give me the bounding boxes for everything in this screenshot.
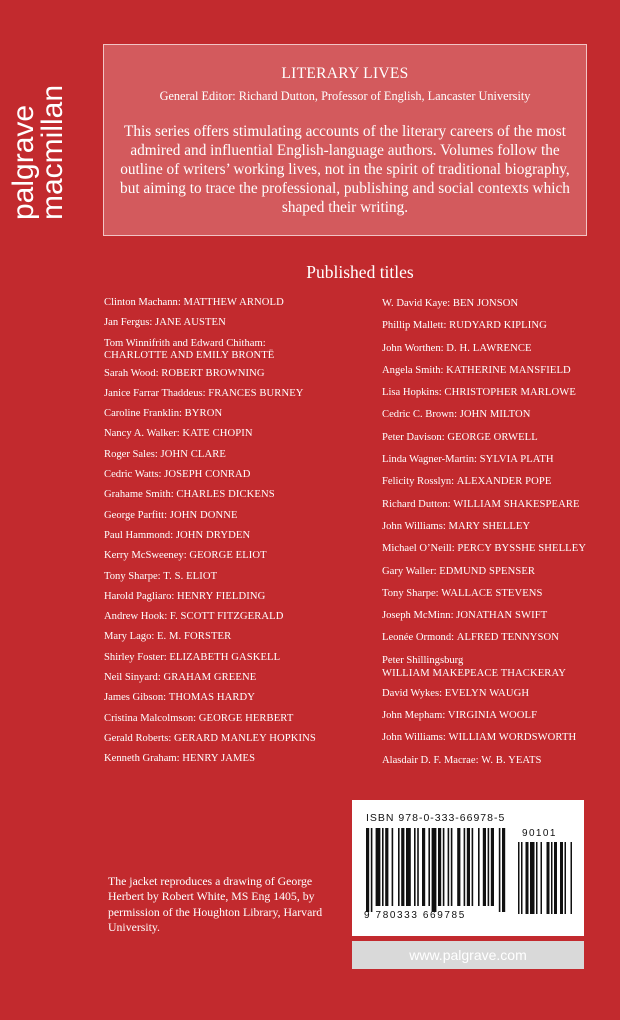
title-author: Jan Fergus: <box>104 317 153 329</box>
title-subject: KATE CHOPIN <box>182 428 253 440</box>
title-author: Clinton Machann: <box>104 297 181 308</box>
title-subject: GEORGE HERBERT <box>198 712 294 724</box>
title-subject: D. H. LAWRENCE <box>446 342 532 354</box>
barcode-bar <box>428 828 430 906</box>
title-author: Cristina Malcolmson: <box>104 712 197 724</box>
publisher-name-macmillan: macmillan <box>36 84 69 220</box>
barcode-bar <box>565 842 567 914</box>
barcode-bar <box>366 828 369 912</box>
title-subject: MATTHEW ARNOLD <box>183 297 284 308</box>
title-subject: VIRGINIA WOOLF <box>447 710 538 722</box>
title-entry <box>382 632 612 654</box>
title-author: Gary Waller: <box>382 565 437 577</box>
title-subject: HENRY JAMES <box>182 753 256 765</box>
title-entry <box>382 387 612 409</box>
title-subject: JANE AUSTEN <box>155 317 226 329</box>
barcode-bar <box>472 828 474 906</box>
title-subject: WILLIAM MAKEPEACE THACKERAY <box>382 667 566 679</box>
title-author: Caroline Franklin: <box>104 408 182 420</box>
title-entry <box>104 297 359 317</box>
title-subject: CHRISTOPHER MARLOWE <box>444 387 576 399</box>
barcode-bar <box>464 828 466 906</box>
title-entry <box>382 432 612 454</box>
title-entry <box>104 317 359 337</box>
title-entry <box>382 343 612 365</box>
title-author: Roger Sales: <box>104 448 158 460</box>
title-entry <box>104 510 359 530</box>
publisher-logo <box>2 36 82 220</box>
title-entry <box>382 409 612 431</box>
title-subject: CHARLOTTE AND EMILY BRONTË <box>104 350 275 362</box>
titles-list-left <box>104 297 359 774</box>
title-entry <box>382 365 612 387</box>
title-entry <box>382 454 612 476</box>
website-url: www.palgrave.com <box>352 941 584 969</box>
barcode-bar <box>491 828 494 906</box>
barcode-bar <box>392 828 394 906</box>
title-subject: EDMUND SPENSER <box>439 565 536 577</box>
title-entry <box>104 338 359 368</box>
barcode-bar <box>432 828 437 912</box>
title-subject: JOHN CLARE <box>160 448 226 460</box>
title-author: Richard Dutton: <box>382 498 451 510</box>
series-editor: General Editor: Richard Dutton, Professor of English, Lancaster University <box>159 89 531 103</box>
barcode-bar <box>518 842 520 914</box>
title-subject: GERARD MANLEY HOPKINS <box>174 732 316 744</box>
title-entry <box>104 550 359 570</box>
title-entry <box>104 753 359 773</box>
isbn-label: ISBN 978-0-333-66978-5 <box>366 812 506 824</box>
title-subject: WILLIAM WORDSWORTH <box>448 732 577 744</box>
title-subject: BYRON <box>184 408 223 420</box>
title-subject: GRAHAM GREENE <box>163 672 257 684</box>
barcode-bar <box>457 828 460 906</box>
barcode-bar <box>422 828 425 906</box>
title-subject: ROBERT BROWNING <box>161 367 265 379</box>
title-subject: JOHN DONNE <box>169 509 238 521</box>
title-author: Mary Lago: <box>104 631 155 643</box>
publisher-name-palgrave: palgrave <box>7 104 40 220</box>
title-author: Phillip Mallett: <box>382 320 447 332</box>
title-author: Linda Wagner-Martin: <box>382 454 477 466</box>
title-author: David Wykes: <box>382 687 443 699</box>
title-author: John Williams: <box>382 520 446 532</box>
title-author: Tony Sharpe: <box>382 587 439 599</box>
title-entry <box>104 631 359 651</box>
title-author: John Williams: <box>382 732 446 744</box>
title-subject: THOMAS HARDY <box>168 692 255 704</box>
series-description: This series offers stimulating accounts of the literary careers of the most admired and influential English-language authors. Volumes follow the outline of writers’ working lives, not in the spirit of traditional biography, but aiming to trace the professional, publishing and social contexts which shaped their writing. <box>120 123 570 216</box>
title-author: Cedric C. Brown: <box>382 409 458 421</box>
title-author: Gerald Roberts: <box>104 732 172 744</box>
title-subject: GEORGE ELIOT <box>189 550 267 562</box>
barcode-bar <box>483 828 486 906</box>
title-subject: RUDYARD KIPLING <box>449 320 547 332</box>
barcode-bar <box>438 828 441 906</box>
title-author: Neil Sinyard: <box>104 672 161 684</box>
barcode-bar <box>414 828 416 906</box>
title-subject: ALFRED TENNYSON <box>456 632 559 644</box>
title-entry <box>104 449 359 469</box>
title-author: John Mepham: <box>382 710 446 722</box>
title-subject: WILLIAM SHAKESPEARE <box>453 498 580 510</box>
barcode-main-digits: 9 780333 669785 <box>364 910 466 921</box>
title-author: Angela Smith: <box>382 364 444 376</box>
title-entry <box>382 476 612 498</box>
title-entry <box>382 588 612 610</box>
title-author: Sarah Wood: <box>104 367 159 379</box>
title-author: Harold Pagliaro: <box>104 590 175 602</box>
isbn-barcode <box>352 800 584 936</box>
barcode-bar <box>502 828 505 912</box>
title-entry <box>104 368 359 388</box>
title-author: Kerry McSweeney: <box>104 550 187 562</box>
barcode-bar <box>448 828 450 906</box>
title-author: Grahame Smith: <box>104 489 174 501</box>
title-author: Joseph McMinn: <box>382 610 454 622</box>
title-entry <box>104 652 359 672</box>
title-author: Kenneth Graham: <box>104 753 180 765</box>
title-subject: PERCY BYSSHE SHELLEY <box>457 543 587 555</box>
title-author: Lisa Hopkins: <box>382 387 442 399</box>
title-author: Nancy A. Walker: <box>104 428 180 440</box>
title-entry <box>382 566 612 588</box>
title-author: Cedric Watts: <box>104 469 162 481</box>
series-box <box>103 44 587 236</box>
barcode-bar <box>536 842 538 914</box>
title-entry <box>104 428 359 448</box>
title-subject: W. B. YEATS <box>481 754 542 766</box>
barcode-bar <box>499 828 501 912</box>
title-author: Felicity Rosslyn: <box>382 476 455 488</box>
title-author: Michael O’Neill: <box>382 543 455 555</box>
barcode-bar <box>478 828 480 906</box>
barcode-bar <box>554 842 557 914</box>
title-entry <box>382 320 612 342</box>
title-author: Andrew Hook: <box>104 611 168 623</box>
title-subject: JOSEPH CONRAD <box>164 469 251 481</box>
barcode-bar <box>560 842 563 914</box>
title-entry <box>382 755 612 777</box>
title-author: Paul Hammond: <box>104 529 174 541</box>
title-author: James Gibson: <box>104 692 167 704</box>
title-entry <box>104 469 359 489</box>
barcode-bar <box>526 842 529 914</box>
title-subject: KATHERINE MANSFIELD <box>446 364 571 376</box>
published-titles-heading: Published titles <box>306 262 414 282</box>
barcode-bar <box>376 828 381 906</box>
title-entry <box>104 530 359 550</box>
title-subject: GEORGE ORWELL <box>447 431 538 443</box>
title-entry <box>104 571 359 591</box>
barcode-bar <box>521 842 523 914</box>
title-entry <box>382 543 612 565</box>
barcode-bar <box>541 842 543 914</box>
title-author: Janice Farrar Thaddeus: <box>104 387 206 399</box>
title-subject: MARY SHELLEY <box>448 520 531 532</box>
title-author: Alasdair D. F. Macrae: <box>382 754 479 766</box>
title-author: John Worthen: <box>382 342 444 354</box>
barcode-bar <box>398 828 400 906</box>
title-subject: JOHN DRYDEN <box>175 529 251 541</box>
title-subject: WALLACE STEVENS <box>441 587 543 599</box>
title-entry <box>382 610 612 632</box>
title-subject: JONATHAN SWIFT <box>456 610 548 622</box>
series-title: LITERARY LIVES <box>281 65 409 82</box>
jacket-credit-note: The jacket reproduces a drawing of George Herbert by Robert White, MS Eng 1405, by permission of the Houghton Library, Harvard University. <box>108 874 323 934</box>
title-subject: JOHN MILTON <box>459 409 531 421</box>
title-subject: EVELYN WAUGH <box>444 687 530 699</box>
barcode-bar <box>385 828 388 906</box>
title-entry <box>382 298 612 320</box>
barcode-bar <box>571 842 573 914</box>
title-entry <box>104 733 359 753</box>
barcode-bar <box>382 828 384 906</box>
title-entry <box>382 710 612 732</box>
title-subject: CHARLES DICKENS <box>176 489 275 501</box>
title-entry <box>104 692 359 712</box>
title-subject: E. M. FORSTER <box>156 631 232 643</box>
title-subject: BEN JONSON <box>452 298 519 309</box>
publisher-logo-text <box>2 36 82 220</box>
title-entry <box>104 672 359 692</box>
titles-list-right <box>382 298 612 777</box>
barcode-bar <box>547 842 550 914</box>
barcode-bar <box>443 828 445 906</box>
title-entry <box>104 611 359 631</box>
barcode-bar <box>417 828 419 906</box>
title-author: George Parfitt: <box>104 509 168 521</box>
title-author: Peter Shillingsburg <box>382 654 464 666</box>
title-subject: HENRY FIELDING <box>176 590 266 602</box>
barcode-bar <box>401 828 404 906</box>
title-author: Leonée Ormond: <box>382 632 455 644</box>
title-author: Peter Davison: <box>382 431 445 443</box>
title-entry <box>104 388 359 408</box>
title-entry <box>104 408 359 428</box>
title-subject: FRANCES BURNEY <box>208 387 304 399</box>
title-author: Shirley Foster: <box>104 651 167 663</box>
title-subject: ELIZABETH GASKELL <box>169 651 281 663</box>
barcode-addon-digits: 90101 <box>522 828 557 839</box>
title-entry <box>382 688 612 710</box>
barcode-bar <box>467 828 470 906</box>
title-entry <box>382 732 612 754</box>
title-subject: ALEXANDER POPE <box>456 476 552 488</box>
barcode-bar <box>488 828 490 906</box>
title-entry <box>104 489 359 509</box>
title-author: Tom Winnifrith and Edward Chitham: <box>104 337 266 349</box>
barcode-bar <box>406 828 411 906</box>
title-entry <box>382 499 612 521</box>
title-subject: T. S. ELIOT <box>163 570 218 582</box>
title-entry <box>104 591 359 611</box>
barcode-bar <box>530 842 535 914</box>
title-entry <box>104 713 359 733</box>
barcode-bar <box>451 828 453 906</box>
title-author: Tony Sharpe: <box>104 570 161 582</box>
title-entry <box>382 521 612 543</box>
title-subject: SYLVIA PLATH <box>479 454 554 466</box>
barcode-bar <box>371 828 373 912</box>
title-entry <box>382 655 612 688</box>
barcode-bar <box>551 842 553 914</box>
title-subject: F. SCOTT FITZGERALD <box>169 611 284 623</box>
title-author: W. David Kaye: <box>382 298 451 309</box>
